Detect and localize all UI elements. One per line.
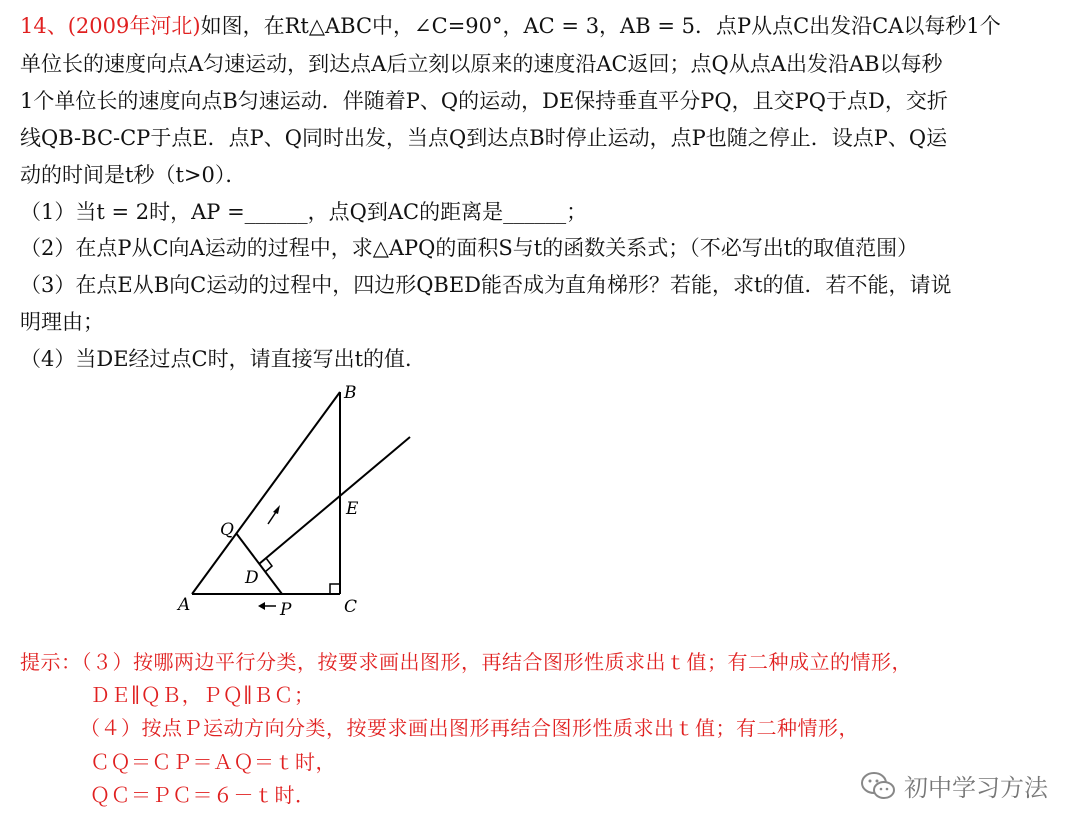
label-e: E	[346, 499, 359, 519]
right-angle-c	[330, 584, 340, 594]
label-p: P	[280, 600, 292, 620]
hint-line-5: ＱＣ＝ＰＣ＝６－ｔ时．	[90, 783, 316, 807]
hint-line-3: （４）按点Ｐ运动方向分类，按要求画出图形再结合图形性质求出ｔ值；有二种情形，	[80, 716, 859, 740]
problem-line-1	[20, 14, 1001, 38]
label-b: B	[344, 383, 357, 403]
label-d: D	[245, 568, 259, 588]
question-3a: （3）在点E从B向C运动的过程中，四边形QBED能否成为直角梯形？若能，求t的值．若不能，请说	[20, 273, 952, 297]
problem-line-3: 1个单位长的速度向点B匀速运动．伴随着P、Q的运动，DE保持垂直平分PQ，且交PQ于点D，交折	[20, 89, 948, 113]
problem-number: 14、	[20, 14, 68, 38]
line-de	[259, 437, 410, 564]
label-c: C	[344, 597, 358, 617]
problem-line-4: 线QB-BC-CP于点E．点P、Q同时出发，当点Q到达点B时停止运动，点P也随之停止．设点P、Q运	[20, 126, 948, 150]
wechat-icon	[860, 771, 896, 801]
question-3b: 明理由；	[20, 310, 104, 334]
watermark	[860, 768, 1048, 803]
watermark-text: 初中学习方法	[904, 774, 1048, 802]
geometry-figure	[170, 372, 430, 622]
hint-line-4: ＣＱ＝ＣＰ＝ＡＱ＝ｔ时，	[90, 750, 336, 774]
arrow-p-head	[258, 602, 265, 610]
label-q: Q	[220, 520, 234, 540]
hint-line-1: 提示：（３）按哪两边平行分类，按要求画出图形，再结合图形性质求出ｔ值；有二种成立的情形，	[20, 650, 912, 674]
question-4: （4）当DE经过点C时，请直接写出t的值．	[20, 347, 427, 371]
problem-line-2: 单位长的速度向点A匀速运动，到达点A后立刻以原来的速度沿AC返回；点Q从点A出发沿AB以每秒	[20, 52, 943, 76]
arrow-q-head	[273, 505, 280, 514]
hint-line-2: ＤＥ∥ＱＢ，ＰＱ∥ＢＣ；	[90, 683, 315, 707]
question-2: （2）在点P从C向A运动的过程中，求△APQ的面积S与t的函数关系式；（不必写出t的取值范围）	[20, 236, 919, 260]
right-angle-d	[265, 558, 272, 572]
segment-ab	[192, 392, 340, 594]
problem-source: (2009年河北)	[67, 14, 201, 38]
problem-line-5: 动的时间是t秒（t>0）．	[20, 163, 247, 187]
label-a: A	[178, 595, 191, 615]
problem-line-1-text: 如图，在Rt△ABC中，∠C=90°，AC = 3，AB = 5．点P从点C出发沿CA以每秒1个	[200, 14, 1001, 38]
question-1: （1）当t = 2时，AP =______，点Q到AC的距离是______；	[20, 200, 588, 224]
